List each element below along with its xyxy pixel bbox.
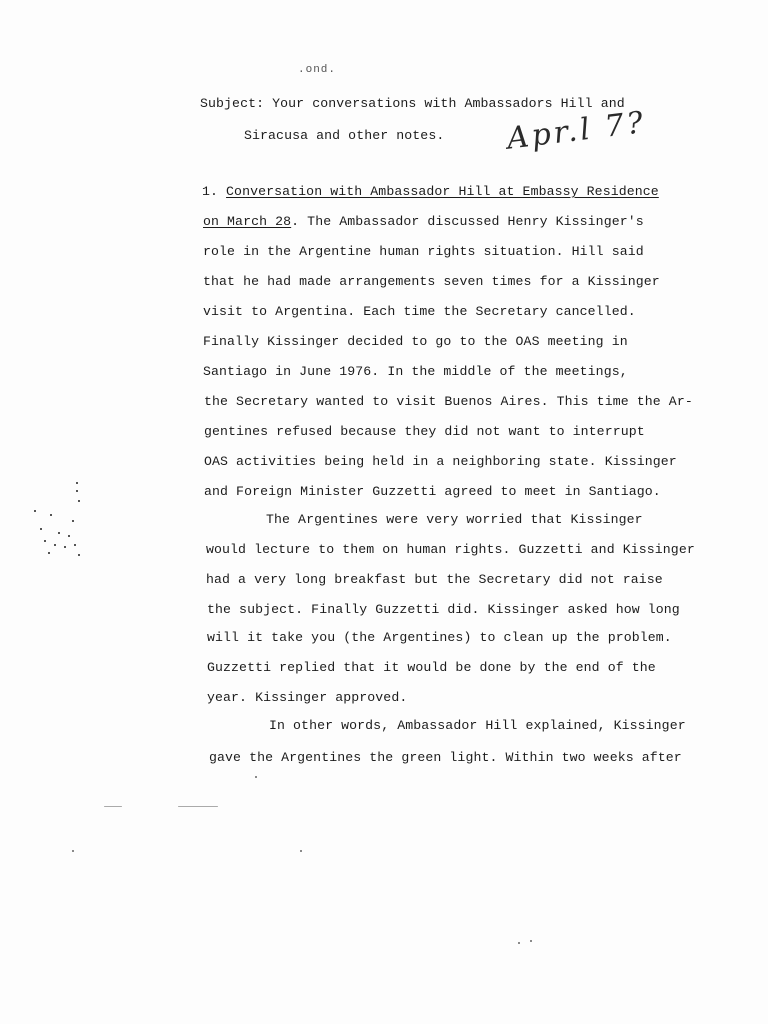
- scan-noise-mark: [28, 480, 88, 570]
- body-line-3: that he had made arrangements seven times for a Kissinger: [203, 274, 660, 289]
- body-line-16: Guzzetti replied that it would be done by the end of the: [207, 660, 656, 675]
- body-line-18: In other words, Ambassador Hill explained, Kissinger: [269, 718, 686, 733]
- subject-line-2: Siracusa and other notes.: [244, 128, 445, 143]
- subject-label: Subject:: [200, 96, 265, 111]
- subject-text-1: Your conversations with Ambassadors Hill and: [272, 96, 625, 111]
- body-line-9: OAS activities being held in a neighboring state. Kissinger: [204, 454, 677, 469]
- body-line-12: would lecture to them on human rights. Guzzetti and Kissinger: [206, 542, 695, 557]
- body-line-10: and Foreign Minister Guzzetti agreed to meet in Santiago.: [204, 484, 661, 499]
- body-line-5: Finally Kissinger decided to go to the OAS meeting in: [203, 334, 628, 349]
- body-text-1: . The Ambassador discussed Henry Kissinger's: [291, 214, 644, 229]
- body-line-13: had a very long breakfast but the Secretary did not raise: [206, 572, 663, 587]
- section-title-part2: on March 28: [203, 214, 292, 229]
- body-line-19: gave the Argentines the green light. Within two weeks after: [209, 750, 682, 765]
- handwritten-date: Apr.l 7?: [505, 104, 648, 157]
- section-title-part1: Conversation with Ambassador Hill at Embassy Residence: [226, 184, 659, 199]
- body-line-7: the Secretary wanted to visit Buenos Aires. This time the Ar-: [204, 394, 693, 409]
- body-line-6: Santiago in June 1976. In the middle of the meetings,: [203, 364, 628, 379]
- body-line-11: The Argentines were very worried that Kissinger: [266, 512, 643, 527]
- body-line-8: gentines refused because they did not want to interrupt: [204, 424, 645, 439]
- body-line-14: the subject. Finally Guzzetti did. Kissinger asked how long: [207, 602, 680, 617]
- header-fragment: .ond.: [298, 64, 337, 76]
- subject-line-1: [200, 96, 625, 112]
- section-number: 1.: [202, 184, 219, 199]
- body-line-15: will it take you (the Argentines) to clean up the problem.: [207, 630, 672, 645]
- body-line-17: year. Kissinger approved.: [207, 690, 408, 705]
- body-line-1: [203, 214, 644, 230]
- body-line-4: visit to Argentina. Each time the Secretary cancelled.: [203, 304, 636, 319]
- body-line-2: role in the Argentine human rights situation. Hill said: [203, 244, 644, 259]
- section-1-heading: [202, 184, 659, 200]
